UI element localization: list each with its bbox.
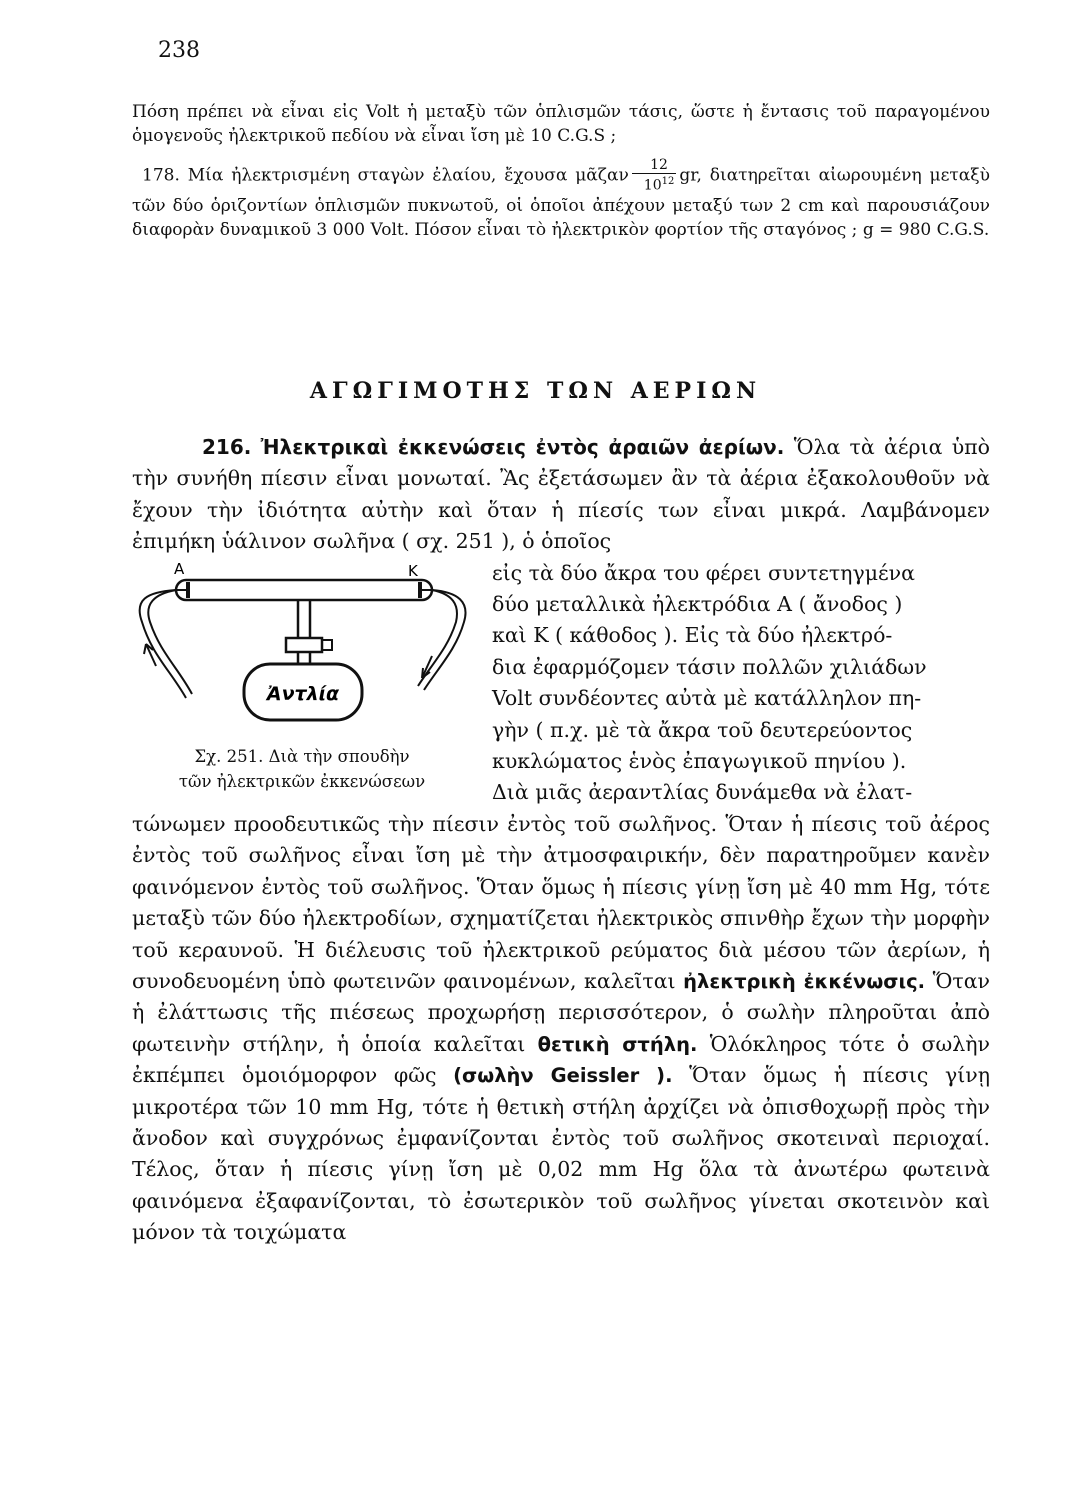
mass-fraction <box>632 158 677 194</box>
problems-block <box>132 100 990 252</box>
caption-line-2: τῶν ἠλεκτρικῶν ἐκκενώσεων <box>178 771 426 791</box>
body-text-1: τώνωμεν προοδευτικῶς τὴν πίεσιν ἐντὸς τοῦ σωλῆνος. Ὅταν ἡ πίεσις τοῦ ἀέρος ἐντὸς τοῦ σωλῆνος εἶναι ἴση μὲ τὴν ἀτμοσφαιρικήν, δὲν παρατηροῦμεν κανὲν φαινόμενον ἐντὸς τοῦ σωλῆνος. Ὅταν ὅμως ἡ πίεσις γίνῃ ἴση μὲ 40 mm Hg, τότε μεταξὺ τῶν δύο ἠλεκτροδίων, σχηματίζεται ἠλεκτρικὸς σπινθὴρ ἔχων τὴν μορφὴν τοῦ κεραυνοῦ. Ἡ διέλευσις τοῦ ἠλεκτρικοῦ ρεύματος διὰ μέσου τῶν ἀερίων, ἡ συνοδευομένη ὑπὸ φωτεινῶν φαινομένων, καλεῖται <box>132 811 990 993</box>
right-wire <box>424 590 466 690</box>
term-positive-column: θετικὴ στήλη. <box>537 1032 698 1056</box>
fraction-exponent: 12 <box>661 176 675 187</box>
term-electric-discharge: ἠλεκτρικὴ ἐκκένωσις. <box>683 969 926 993</box>
article-216 <box>132 432 990 1249</box>
stopcock-handle <box>322 640 332 650</box>
wrap-line-2: δύο μεταλλικὰ ἠλεκτρόδια Α ( ἄνοδος ) <box>492 592 903 617</box>
section-title: ΑΓΩΓΙΜΟΤΗΣ ΤΩΝ ΑΕΡΙΩΝ <box>309 378 762 404</box>
fraction-numerator: 12 <box>632 158 677 174</box>
problem-text-after: gr, διατηρεῖται αἰωρουμένη μεταξὺ τῶν δύο ὁριζοντίων ὁπλισμῶν πυκνωτοῦ, οἱ ὁποῖοι ἀπέχουν μεταξύ των 2 cm καὶ παρουσιάζουν διαφορὰν δυναμικοῦ 3 000 Volt. Πόσον εἶναι τὸ ἠλεκτρικὸν φορτίον τῆς σταγόνος ; g = 980 C.G.S. <box>132 165 990 240</box>
wrap-line-7: κυκλώματος ἑνὸς ἐπαγωγικοῦ πηνίου ). <box>492 749 907 774</box>
figure-caption <box>132 744 472 794</box>
discharge-tube-diagram <box>132 560 472 740</box>
connecting-pipe <box>298 600 310 638</box>
stopcock-body <box>286 638 322 652</box>
article-intro <box>132 432 990 558</box>
wrap-line-3: καὶ Κ ( κάθοδος ). Εἰς τὰ δύο ἠλεκτρό- <box>492 623 893 648</box>
caption-line-1: Σχ. 251. Διὰ τὴν σπουδὴν <box>194 746 410 766</box>
problem-text-before: Μία ἠλεκτρισμένη σταγὼν ἐλαίου, ἔχουσα μᾶζαν <box>187 165 629 186</box>
fraction-base: 10 <box>643 177 662 194</box>
page-number: 238 <box>158 38 200 63</box>
article-number: 216. <box>202 435 252 459</box>
wrap-line-1: εἰς τὰ δύο ἄκρα του φέρει συντετηγμένα <box>492 560 915 585</box>
glass-tube <box>176 580 432 600</box>
pump-label: Ἀντλία <box>266 682 340 705</box>
body-text-3: Ὁλόκληρος τότε ὁ σωλὴν ἐκπέμπει ὁμοιόμορφον φῶς <box>132 1031 990 1088</box>
intro-text: Ὅλα τὰ ἀέρια ὑπὸ τὴν συνήθη πίεσιν εἶναι μονωταί. Ἂς ἐξετάσωμεν ἂν τὰ ἀέρια ἐξακολουθοῦν νὰ ἔχουν τὴν ἰδιότητα αὐτὴν καὶ ὅταν ἡ πίεσίς των εἶναι μικρά. Λαμβάνομεν ἐπιμήκη ὑάλινον σωλῆνα ( σχ. 251 ), ὁ ὁποῖος <box>132 435 990 554</box>
body-text-2: Ὅταν ἡ ἐλάττωσις τῆς πιέσεως προχωρήσῃ περισσότερον, ὁ σωλὴν πληροῦται ἀπὸ φωτεινὴν στήλην, ἡ ὁποία καλεῖται <box>132 968 990 1056</box>
article-body <box>132 809 990 1249</box>
wrap-line-8: Διὰ μιᾶς ἀεραντλίας δυνάμεθα νὰ ἐλατ- <box>492 780 913 805</box>
body-text-4: Ὅταν ὅμως ἡ πίεσις γίνῃ μικροτέρα τῶν 10 mm Hg, τότε ἡ θετικὴ στήλη ἀρχίζει νὰ ὀπισθοχωρῇ πρὸς τὴν ἄνοδον καὶ συγχρόνως ἐμφανίζονται ἐντὸς τοῦ σωλῆνος σκοτειναὶ περιοχαί. Τέλος, ὅταν ἡ πίεσις γίνῃ ἴση μὲ 0,02 mm Hg ὅλα τὰ ἀνωτέρω φωτεινὰ φαινόμενα ἐξαφανίζονται, τὸ ἐσωτερικὸν τοῦ σωλῆνος γίνεται σκοτεινὸν καὶ μόνον τὰ τοιχώματα <box>132 1063 990 1245</box>
problem-178 <box>132 158 990 242</box>
fraction-denominator <box>632 174 677 194</box>
problem-text-1: Πόση πρέπει νὰ εἶναι εἰς Volt ἡ μεταξὺ τῶν ὁπλισμῶν τάσις, ὥστε ἡ ἔντασις τοῦ παραγομένου ὁμογενοῦς ἠλεκτρικοῦ πεδίου νὰ εἶναι ἴση μὲ 10 C.G.S ; <box>132 102 990 146</box>
wrap-line-6: γὴν ( π.χ. μὲ τὰ ἄκρα τοῦ δευτερεύοντος <box>492 717 913 742</box>
pump-pipe <box>298 652 310 664</box>
label-anode: Α <box>174 559 185 578</box>
label-cathode: Κ <box>408 561 418 580</box>
wrap-line-5: Volt συνδέοντες αὐτὰ μὲ κατάλληλον πη- <box>492 686 922 711</box>
figure-251 <box>132 560 472 802</box>
left-wire-inner <box>148 590 192 694</box>
article-heading: Ἠλεκτρικαὶ ἐκκενώσεις ἐντὸς ἀραιῶν ἀερίων. <box>260 435 785 459</box>
problem-number: 178. <box>142 165 180 186</box>
wrap-line-4: δια ἐφαρμόζομεν τάσιν πολλῶν χιλιάδων <box>492 654 927 679</box>
term-geissler-tube: (σωλὴν Geissler ). <box>453 1064 673 1088</box>
